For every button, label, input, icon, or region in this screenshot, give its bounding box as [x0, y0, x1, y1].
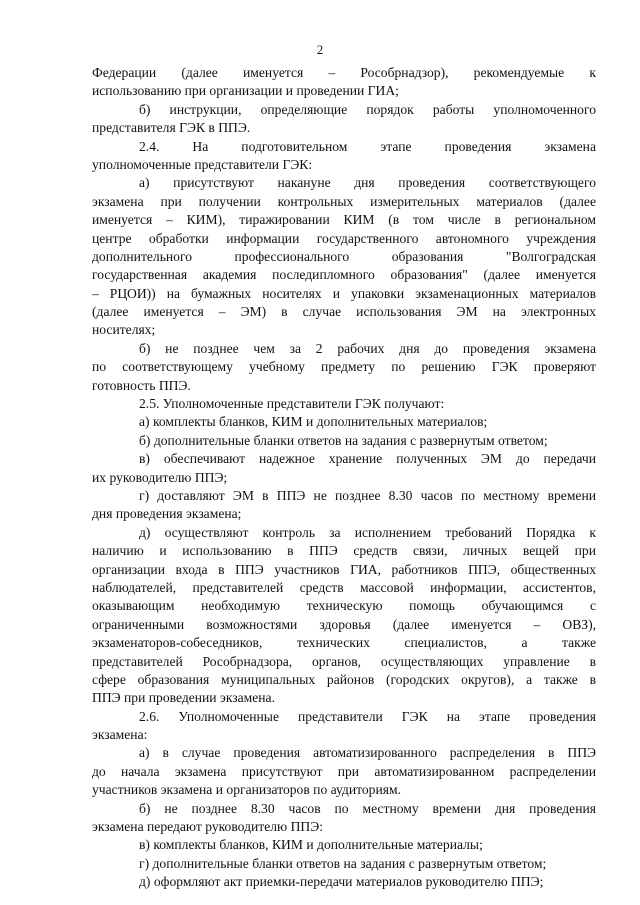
text-line: г) дополнительные бланки ответов на задания с развернутым ответом; — [139, 855, 547, 871]
text-line: экзамена при получении контрольных измерительных материалов (далее — [92, 193, 596, 209]
text-line: экзамена: — [92, 727, 148, 743]
text-line: ограниченными возможностями здоровья (далее именуется – ОВЗ), — [92, 616, 596, 632]
text-line: а) комплекты бланков, КИМ и дополнительных материалов; — [139, 414, 488, 430]
text-line: использованию при организации и проведении ГИА; — [92, 83, 399, 99]
text-line: 2.4. На подготовительном этапе проведения экзамена — [139, 138, 596, 154]
text-line: экзамена передают руководителю ППЭ: — [92, 819, 323, 835]
text-line: представителей Рособрнадзора, органов, осуществляющих управление в — [92, 653, 596, 669]
text-line: их руководителю ППЭ; — [92, 469, 228, 485]
document-body — [92, 64, 596, 892]
text-line: – РЦОИ)) на бумажных носителях и упаковки экзаменационных материалов — [92, 285, 596, 301]
text-line: оказывающим необходимую техническую помощь обучающимся с — [92, 598, 596, 614]
text-line: организации входа в ППЭ участников ГИА, работников ППЭ, общественных — [92, 561, 596, 577]
text-line: д) оформляют акт приемки-передачи материалов руководителю ППЭ; — [139, 874, 544, 890]
text-line: Федерации (далее именуется – Рособрнадзор), рекомендуемые к — [92, 65, 596, 80]
text-line: дополнительного профессионального образования "Волгоградская — [92, 248, 596, 264]
text-line: экзаменаторов-собеседников, технических специалистов, а также — [92, 635, 596, 651]
text-line: сфере образования муниципальных районов (городских округов), а также в — [92, 671, 596, 687]
text-line: а) присутствуют накануне дня проведения соответствующего — [139, 175, 596, 191]
text-line: б) не позднее чем за 2 рабочих дня до проведения экзамена — [139, 340, 596, 356]
text-line: б) инструкции, определяющие порядок работы уполномоченного — [139, 101, 596, 117]
text-line: по соответствующему учебному предмету по решению ГЭК проверяют — [92, 359, 596, 375]
text-line: ППЭ при проведении экзамена. — [92, 690, 275, 706]
text-line: 2.6. Уполномоченные представители ГЭК на этапе проведения — [139, 708, 596, 724]
text-line: наблюдателей, представителей средств массовой информации, ассистентов, — [92, 579, 596, 595]
text-line: центре обработки информации государственного автономного учреждения — [92, 230, 596, 246]
text-line: (далее именуется – ЭМ) в случае использования ЭМ на электронных — [92, 304, 596, 320]
text-line: 2.5. Уполномоченные представители ГЭК получают: — [139, 396, 445, 412]
text-line: государственная академия последипломного образования" (далее именуется — [92, 267, 596, 283]
text-line: б) дополнительные бланки ответов на задания с развернутым ответом; — [139, 432, 548, 448]
text-line: в) обеспечивают надежное хранение полученных ЭМ до передачи — [139, 451, 596, 467]
text-line: уполномоченные представители ГЭК: — [92, 156, 313, 172]
text-line: дня проведения экзамена; — [92, 506, 242, 522]
text-line: б) не позднее 8.30 часов по местному времени дня проведения — [139, 800, 596, 816]
text-line: г) доставляют ЭМ в ППЭ не позднее 8.30 часов по местному времени — [139, 487, 596, 503]
text-line: готовность ППЭ. — [92, 377, 191, 393]
text-line: носителях; — [92, 322, 156, 338]
text-line: в) комплекты бланков, КИМ и дополнительные материалы; — [139, 837, 483, 853]
text-line: наличию и использованию в ППЭ средств связи, личных вещей при — [92, 543, 596, 559]
text-line: именуется – КИМ), тиражировании КИМ (в том числе в региональном — [92, 212, 596, 228]
text-line: участников экзамена и организаторов по аудиториям. — [92, 782, 401, 798]
text-line: а) в случае проведения автоматизированного распределения в ППЭ — [139, 745, 596, 761]
text-line: представителя ГЭК в ППЭ. — [92, 120, 251, 136]
text-line: до начала экзамена присутствуют при автоматизированном распределении — [92, 763, 596, 779]
text-line: д) осуществляют контроль за исполнением требований Порядка к — [139, 524, 596, 540]
page-number: 2 — [316, 42, 324, 57]
